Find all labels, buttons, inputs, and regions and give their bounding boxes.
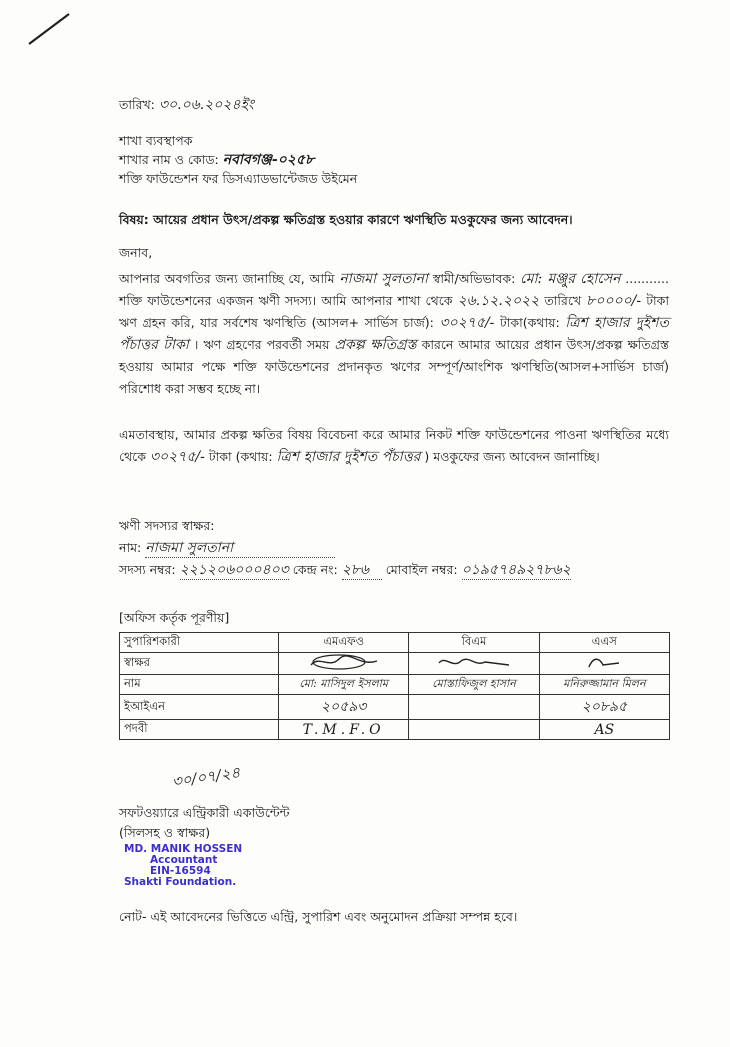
accountant-title: সফটওয়্যারে এন্ট্রিকারী একাউন্টেন্ট — [119, 805, 290, 820]
loss-cause: প্রকল্প ক্ষতিগ্রস্ত — [334, 337, 417, 353]
p1-text-g: কারনে আমার আয়ের প্রধান উৎস/প্রকল্প ক্ষতিগ্রস্ত হওয়ায় আমার পক্ষে শক্তি ফাউন্ডেশনের প্রদানকৃত ঋণের সম্পূর্ণ/আংশিক ঋণস্থিতি(আসল+সার্ভিস চার্জ) পরিশোধ করা সম্ভব হচ্ছে না। — [119, 337, 670, 396]
p2-text-a: এমতাবস্থায়, আমার প্রকল্প ক্ষতির বিষয় বিবেচনা করে আমার নিকট শক্তি ফাউন্ডেশনের পাওনা ঋণস্থিতির মধ্যে থেকে — [119, 427, 669, 464]
p2-text-b: টাকা (কথায়: — [208, 449, 273, 464]
accountant-date-scribble: ৩০/০৭/২৪ — [170, 763, 242, 791]
loan-amount: ৮০০০০/- — [586, 293, 642, 309]
loan-balance: ৩০২৭৫/- — [439, 315, 495, 331]
header-recommender: সুপারিশকারী — [120, 633, 279, 653]
body-paragraph-2 — [119, 424, 669, 468]
date-line — [119, 96, 254, 114]
mfo-signature — [279, 653, 409, 675]
table-row — [120, 653, 670, 675]
member-name-label: নাম: — [119, 540, 142, 555]
member-number-value: ২২১২০৬০০০৪০৩ — [179, 562, 289, 578]
row-label-signature: স্বাক্ষর — [120, 653, 279, 675]
organization-name: শক্তি ফাউন্ডেশন ফর ডিসএ্যাডভান্টেজড উইমেন — [119, 171, 358, 186]
mfo-name: মো: মাসিদুল ইসলাম — [279, 675, 409, 695]
date-label: তারিখ: — [119, 97, 155, 112]
header-mfo: এমএফও — [279, 633, 409, 653]
recipient-title: শাখা ব্যবস্থাপক — [119, 133, 193, 148]
footer-note: নোট- এই আবেদনের ভিত্তিতে এন্ট্রি, সুপারিশ এবং অনুমোদন প্রক্রিয়া সম্পন্ন হবে। — [119, 909, 518, 924]
pen-mark — [25, 10, 75, 50]
seal-note: (সিলসহ ও স্বাক্ষর) — [119, 825, 211, 840]
member-name-line — [119, 539, 335, 558]
center-value: ২৮৬ — [342, 561, 382, 580]
p1-text-b: শক্তি ফাউন্ডেশনের একজন ঋণী সদস্য। আমি আপনার শাখা থেকে — [119, 293, 453, 308]
applicant-name: নাজমা সুলতানা — [339, 271, 428, 287]
as-designation: AS — [539, 720, 669, 740]
row-label-name: নাম — [120, 675, 279, 695]
member-name-value: নাজমা সুলতানা — [145, 539, 335, 558]
as-ein: ২০৮৯৫ — [539, 695, 669, 720]
p1-text-d: টাকা ঋণ গ্রহন করি, যার সর্বশেষ ঋণস্থিতি (আসল+ সার্ভিস চার্জ): — [119, 293, 670, 330]
table-row — [120, 633, 670, 653]
bm-name: মোস্তাফিজুল হাসান — [409, 675, 539, 695]
header-bm: বিএম — [409, 633, 539, 653]
salutation: জনাব, — [119, 245, 153, 260]
signature-scribble — [429, 653, 519, 671]
mobile-value: ০১৯৫৭৪৯২৭৮৬২ — [461, 562, 571, 578]
signature-scribble — [559, 653, 649, 671]
guardian-label: স্বামী/অভিভাবক: — [432, 271, 516, 286]
center-label: কেন্দ্র নং: — [292, 562, 338, 577]
office-heading: [অফিস কর্তৃক পূরণীয়] — [119, 610, 230, 625]
body-paragraph-1: আপনার অবগতির জন্য জানাচ্ছি যে, আমি নাজমা সুলতানা স্বামী/অভিভাবক: মো: মঞ্জুর হোসেন ........... শক্তি ফাউন্ডেশনের একজন ঋণী সদস্য। আমি আপনার শাখা থেকে ২৬.১২.২০২২ তারিখে ৮০০০০/- টাকা ঋণ গ্রহন করি, যার সর্বশেষ ঋণস্থিতি (আসল+ সার্ভিস চার্জ): ৩০২৭৫/- টাকা(কথায়: ত্রিশ হাজার দুইশত পঁচাত্তর টাকা । ঋণ গ্রহণের পরবর্তী সময় প্রকল্প ক্ষতিগ্রস্ত কারনে আমার আয়ের প্রধান উৎস/প্রকল্প ক্ষতিগ্রস্ত হওয়ায় আমার পক্ষে শক্তি ফাউন্ডেশনের প্রদানকৃত ঋণের সম্পূর্ণ/আংশিক ঋণস্থিতি(আসল+সার্ভিস চার্জ) পরিশোধ করা সম্ভব হচ্ছে না। — [119, 271, 670, 396]
accountant-stamp — [124, 844, 242, 888]
p2-text-c: ) মওকুফের জন্য আবেদন জানাচ্ছি। — [424, 449, 600, 464]
p1-text-f: । ঋণ গ্রহণের পরবর্তী সময় — [193, 337, 330, 352]
as-signature — [539, 653, 669, 675]
row-label-designation: পদবী — [120, 720, 279, 740]
member-signature-label: ঋণী সদস্যর স্বাক্ষর: — [119, 518, 215, 533]
stamp-line-title: Accountant — [150, 854, 218, 866]
member-number-line — [119, 561, 571, 580]
p1-text-a: আপনার অবগতির জন্য জানাচ্ছি যে, আমি — [119, 271, 335, 286]
header-as: এএস — [539, 633, 669, 653]
table-row — [120, 695, 670, 720]
row-label-ein: ইআইএন — [120, 695, 279, 720]
p1-text-e: টাকা(কথায়: — [499, 315, 560, 330]
table-row — [120, 675, 670, 695]
mfo-ein: ২০৫৯৩ — [279, 695, 409, 720]
p1-text-c: তারিখে — [544, 293, 582, 308]
stamp-line-org: Shakti Foundation. — [124, 876, 237, 888]
office-table — [119, 632, 670, 740]
table-row — [120, 720, 670, 740]
date-value: ৩০.০৬.২০২৪ইং — [158, 97, 254, 113]
waive-amount: ৩০২৭৫/- — [149, 449, 205, 465]
branch-line — [119, 151, 314, 169]
mfo-designation: T.M.F.O — [279, 720, 409, 740]
member-number-label: সদস্য নম্বর: — [119, 562, 176, 577]
branch-label: শাখার নাম ও কোড: — [119, 152, 219, 167]
bm-designation — [409, 720, 539, 740]
bm-ein — [409, 695, 539, 720]
stamp-line-name: MD. MANIK HOSSEN — [124, 843, 243, 855]
balance-in-words: ত্রিশ হাজার দুইশত পঁচাত্তর টাকা — [119, 315, 669, 353]
subject-line: বিষয়: আয়ের প্রধান উৎস/প্রকল্প ক্ষতিগ্রস্ত হওয়ার কারণে ঋণস্থিতি মওকুফের জন্য আবেদন। — [119, 212, 573, 227]
stamp-line-ein: EIN-16594 — [150, 865, 211, 877]
mobile-label: মোবাইল নম্বর: — [385, 562, 458, 577]
guardian-name: মো: মঞ্জুর হোসেন — [520, 271, 621, 287]
signature-scribble — [299, 653, 389, 671]
waive-amount-words: ত্রিশ হাজার দুইশত পঁচাত্তর — [276, 449, 421, 465]
loan-date: ২৬.১২.২০২২ — [457, 293, 540, 309]
as-name: মনিরুজ্জামান মিলন — [539, 675, 669, 695]
bm-signature — [409, 653, 539, 675]
branch-value: নবাবগঞ্জ-০২৫৮ — [222, 152, 315, 168]
